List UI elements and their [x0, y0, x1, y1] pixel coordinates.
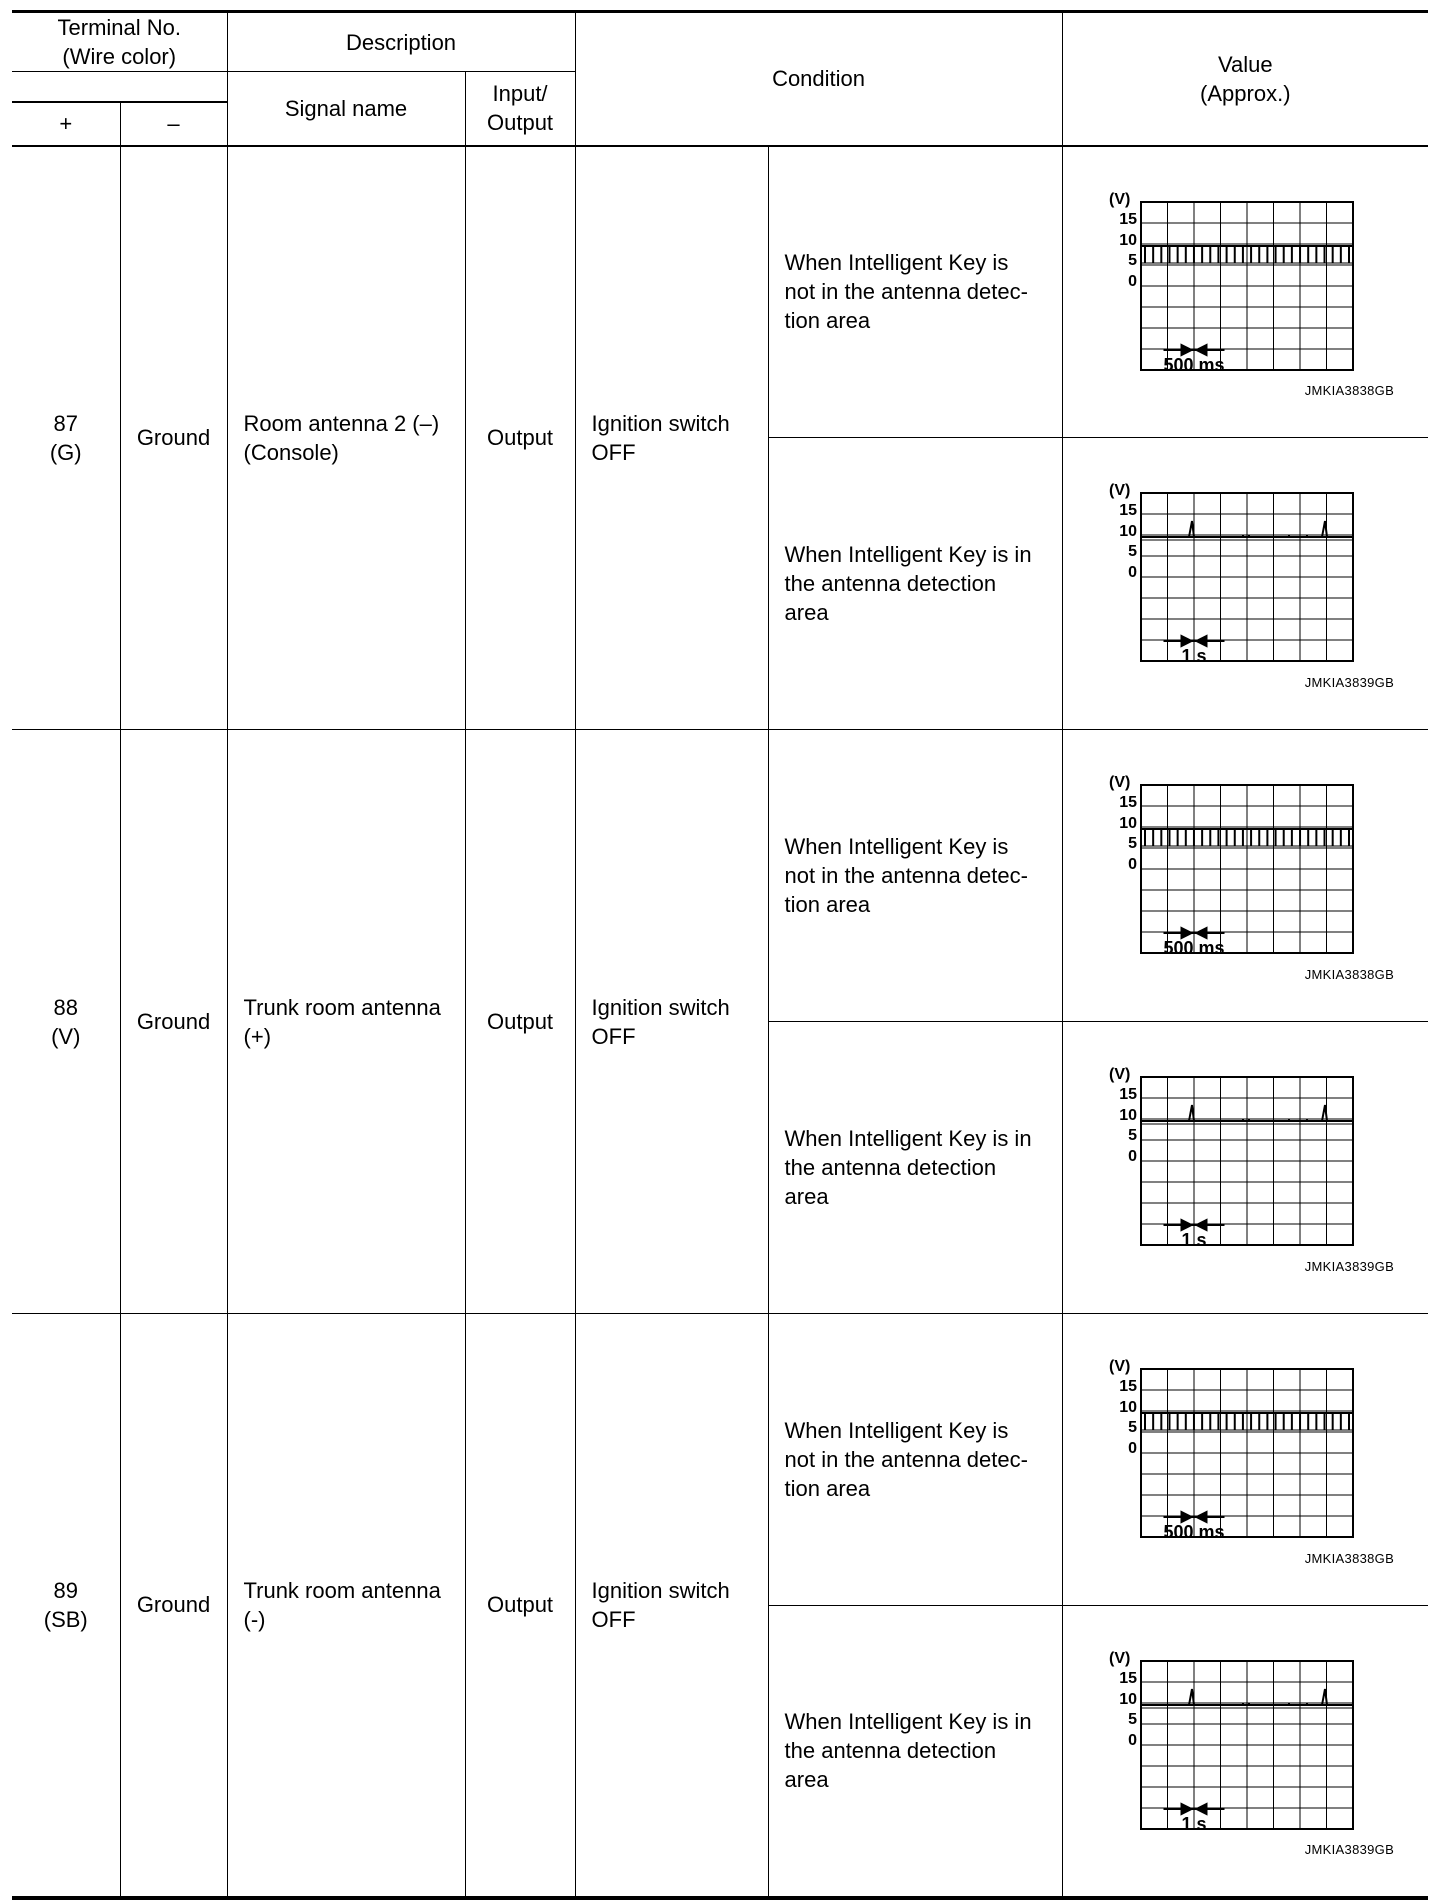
input-output: Output [465, 146, 575, 730]
header-terminal-no: Terminal No. (Wire color) [12, 12, 227, 72]
y-tick-label: 15 [1118, 210, 1137, 228]
y-axis-unit: (V) [1108, 774, 1130, 791]
graph-grid [1141, 1077, 1353, 1245]
y-tick-label: 10 [1118, 1399, 1137, 1416]
terminal-number: 89 (SB) [12, 1314, 120, 1898]
y-tick-label: 10 [1118, 523, 1137, 540]
y-tick-label: 5 [1127, 1711, 1137, 1728]
y-tick-label: 15 [1118, 502, 1137, 519]
input-output: Output [465, 730, 575, 1314]
y-tick-label: 10 [1118, 815, 1137, 832]
y-axis-unit: (V) [1108, 190, 1130, 208]
terminal-minus: Ground [120, 1314, 227, 1898]
y-tick-label: 0 [1127, 272, 1137, 290]
header-condition: Condition [575, 12, 1062, 146]
y-tick-label: 0 [1127, 1148, 1137, 1165]
terminal-number: 87 (G) [12, 146, 120, 730]
graph-grid [1141, 785, 1353, 953]
figure-code: JMKIA3838GB [1304, 1551, 1395, 1566]
table-row [12, 146, 1428, 438]
figure-code: JMKIA3838GB [1304, 383, 1395, 398]
condition-detail: When Intelligent Key is not in the antenna detec- tion area [768, 1314, 1062, 1606]
table-row [12, 730, 1428, 1022]
y-tick-label: 5 [1127, 251, 1137, 269]
condition-detail: When Intelligent Key is not in the antenna detec- tion area [768, 146, 1062, 438]
header-value: Value (Approx.) [1062, 12, 1428, 146]
y-axis-unit: (V) [1108, 1650, 1130, 1667]
y-axis-unit: (V) [1108, 1358, 1130, 1375]
y-tick-label: 15 [1118, 1086, 1137, 1103]
y-tick-label: 15 [1118, 1670, 1137, 1687]
y-tick-label: 10 [1118, 1691, 1137, 1708]
y-axis-unit: (V) [1108, 1066, 1130, 1083]
y-tick-label: 5 [1127, 835, 1137, 852]
header-terminal-spacer [12, 72, 227, 102]
figure-code: JMKIA3839GB [1304, 1841, 1395, 1857]
header-input-output: Input/ Output [465, 72, 575, 146]
terminal-minus: Ground [120, 730, 227, 1314]
terminal-minus: Ground [120, 146, 227, 730]
timebase-label: 500 ms [1163, 938, 1225, 958]
y-tick-label: 5 [1127, 1127, 1137, 1144]
y-tick-label: 0 [1127, 564, 1137, 581]
y-tick-label: 10 [1118, 231, 1137, 249]
timebase-label: 1 s [1181, 646, 1207, 666]
signal-name: Room antenna 2 (–) (Console) [227, 146, 465, 730]
condition-main: Ignition switch OFF [575, 146, 768, 730]
condition-main: Ignition switch OFF [575, 730, 768, 1314]
y-tick-label: 15 [1118, 794, 1137, 811]
header-signal-name: Signal name [227, 72, 465, 146]
timebase-label: 1 s [1181, 1814, 1207, 1834]
figure-code: JMKIA3838GB [1304, 967, 1395, 982]
header-plus: + [12, 102, 120, 146]
figure-code: JMKIA3839GB [1304, 1259, 1395, 1274]
graph-grid [1141, 1661, 1353, 1829]
condition-detail: When Intelligent Key is in the antenna detection area [768, 1022, 1062, 1314]
condition-detail: When Intelligent Key is not in the antenna detec- tion area [768, 730, 1062, 1022]
value-waveform [1062, 1314, 1428, 1606]
terminal-number: 88 (V) [12, 730, 120, 1314]
y-tick-label: 0 [1127, 856, 1137, 873]
y-axis-unit: (V) [1108, 482, 1130, 499]
timebase-label: 500 ms [1163, 354, 1225, 375]
y-tick-label: 10 [1118, 1107, 1137, 1124]
graph-grid [1141, 1369, 1353, 1537]
timebase-label: 1 s [1181, 1230, 1207, 1250]
value-waveform [1062, 1606, 1428, 1898]
value-waveform [1062, 438, 1428, 730]
value-waveform [1062, 730, 1428, 1022]
timebase-label: 500 ms [1163, 1522, 1225, 1542]
y-tick-label: 15 [1118, 1378, 1137, 1395]
signal-name: Trunk room antenna (-) [227, 1314, 465, 1898]
terminal-table [12, 10, 1428, 1900]
header-minus: – [120, 102, 227, 146]
condition-detail: When Intelligent Key is in the antenna detection area [768, 438, 1062, 730]
figure-code: JMKIA3839GB [1304, 675, 1395, 690]
signal-name: Trunk room antenna (+) [227, 730, 465, 1314]
graph-grid [1141, 493, 1353, 661]
condition-main: Ignition switch OFF [575, 1314, 768, 1898]
input-output: Output [465, 1314, 575, 1898]
y-tick-label: 5 [1127, 543, 1137, 560]
y-tick-label: 5 [1127, 1419, 1137, 1436]
y-tick-label: 0 [1127, 1440, 1137, 1457]
graph-grid [1141, 202, 1353, 370]
condition-detail: When Intelligent Key is in the antenna detection area [768, 1606, 1062, 1898]
value-waveform [1062, 1022, 1428, 1314]
y-tick-label: 0 [1127, 1732, 1137, 1749]
header-description: Description [227, 12, 575, 72]
table-row [12, 1314, 1428, 1606]
value-waveform [1062, 146, 1428, 438]
